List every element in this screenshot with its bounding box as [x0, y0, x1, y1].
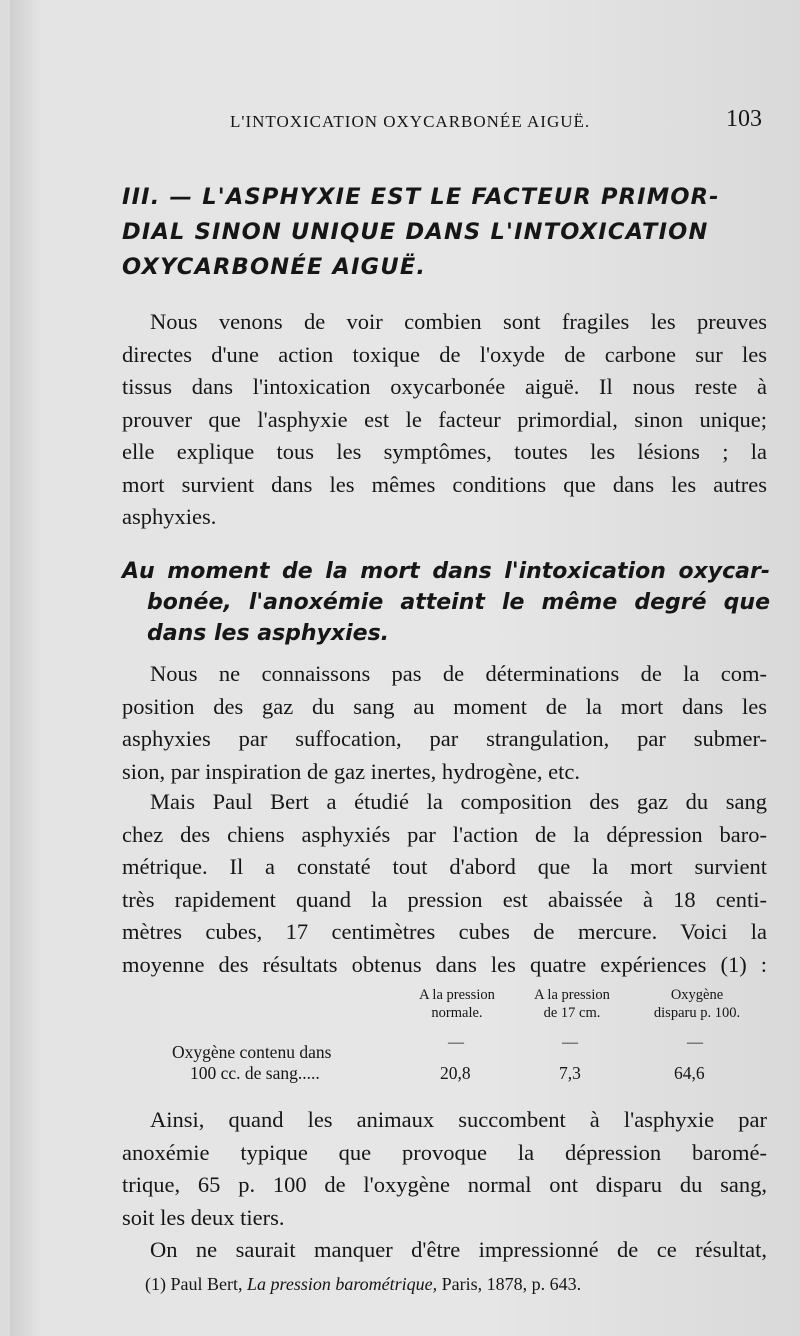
column-header-line: A la pression: [534, 987, 610, 1003]
column-dash: —: [562, 1034, 578, 1051]
text-line: trique, 65 p. 100 de l'oxygène normal ont disparu du sang,: [122, 1172, 767, 1197]
footnote-marker: (1): [145, 1274, 166, 1294]
text-line: asphyxies.: [122, 504, 217, 529]
section-title: [122, 180, 772, 285]
column-header-line: Oxygène: [670, 987, 724, 1003]
column-dash: —: [687, 1034, 703, 1051]
footnote: [145, 1274, 581, 1295]
row-label-line: 100 cc. de sang.....: [190, 1063, 320, 1083]
text-line: prouver que l'asphyxie est le facteur primordial, sinon unique;: [122, 406, 767, 432]
results-table: [122, 986, 772, 1086]
paragraph-4: [122, 1104, 767, 1234]
paragraph-1: [122, 306, 767, 534]
text-line: Nous ne connaissons pas de déterminations de la com-: [150, 661, 767, 686]
paragraph-2: [122, 658, 767, 788]
subsection-title-line: bonée, l'anoxémie atteint le même degré que: [147, 590, 770, 615]
paragraph-3: [122, 786, 767, 981]
row-label-line: Oxygène contenu dans: [172, 1042, 332, 1062]
footnote-author: Paul Bert,: [170, 1274, 243, 1294]
text-line: position des gaz du sang au moment de la mort dans les: [122, 693, 767, 719]
text-line: sion, par inspiration de gaz inertes, hydrogène, etc.: [122, 758, 580, 784]
text-line: chez des chiens asphyxiés par l'action de la dépression baro-: [122, 821, 767, 847]
book-page: [10, 0, 800, 1336]
row-label: [172, 1042, 331, 1084]
text-line: anoxémie typique que provoque la dépression baromé-: [122, 1139, 767, 1165]
column-header-line: disparu p. 100.: [653, 1005, 741, 1021]
table-cell: 7,3: [559, 1063, 581, 1083]
subsection-title-line: Au moment de la mort dans l'intoxication oxycar-: [122, 559, 770, 584]
running-title: L'INTOXICATION OXYCARBONÉE AIGUË.: [230, 112, 591, 131]
text-line: moyenne des résultats obtenus dans les quatre expériences (1) :: [122, 951, 767, 977]
table-cell: 20,8: [440, 1063, 471, 1083]
text-line: Mais Paul Bert a étudié la composition des gaz du sang: [150, 789, 767, 814]
column-header: [637, 986, 757, 1022]
section-title-line: III. — L'ASPHYXIE EST LE FACTEUR PRIMOR-: [122, 184, 720, 210]
text-line: soit les deux tiers.: [122, 1204, 285, 1230]
text-line: tissus dans l'intoxication oxycarbonée aiguë. Il nous reste à: [122, 374, 767, 399]
section-title-line: DIAL SINON UNIQUE DANS L'INTOXICATION: [122, 219, 709, 245]
page-header: [10, 106, 800, 142]
paragraph-5: [122, 1234, 767, 1267]
column-header-line: de 17 cm.: [543, 1005, 601, 1021]
text-line: mètres cubes, 17 centimètres cubes de mercure. Voici la: [122, 919, 767, 944]
column-header-line: A la pression: [419, 987, 495, 1003]
text-line: directes d'une action toxique de l'oxyde de carbone sur les: [122, 341, 767, 367]
column-dash: —: [448, 1034, 464, 1051]
text-line: mort survient dans les mêmes conditions que dans les autres: [122, 471, 767, 497]
footnote-rest: Paris, 1878, p. 643.: [441, 1274, 582, 1294]
text-line: elle explique tous les symptômes, toutes les lésions ; la: [122, 439, 767, 464]
page-number: 103: [726, 106, 762, 132]
text-line: métrique. Il a constaté tout d'abord que la mort survient: [122, 854, 767, 879]
text-line: On ne saurait manquer d'être impressionné de ce résultat,: [150, 1237, 767, 1262]
subsection-title: [122, 556, 770, 649]
table-cell: 64,6: [674, 1063, 705, 1083]
text-line: Ainsi, quand les animaux succombent à l'asphyxie par: [150, 1107, 767, 1132]
section-title-line: OXYCARBONÉE AIGUË.: [122, 254, 427, 280]
text-line: asphyxies par suffocation, par strangulation, par submer-: [122, 726, 767, 751]
text-line: Nous venons de voir combien sont fragiles les preuves: [150, 309, 767, 334]
column-header: [517, 986, 627, 1022]
footnote-work: La pression barométrique,: [247, 1274, 438, 1294]
text-line: très rapidement quand la pression est abaissée à 18 centi-: [122, 886, 767, 912]
subsection-title-line: dans les asphyxies.: [147, 621, 390, 646]
column-header: [402, 986, 512, 1022]
column-header-line: normale.: [431, 1005, 483, 1021]
